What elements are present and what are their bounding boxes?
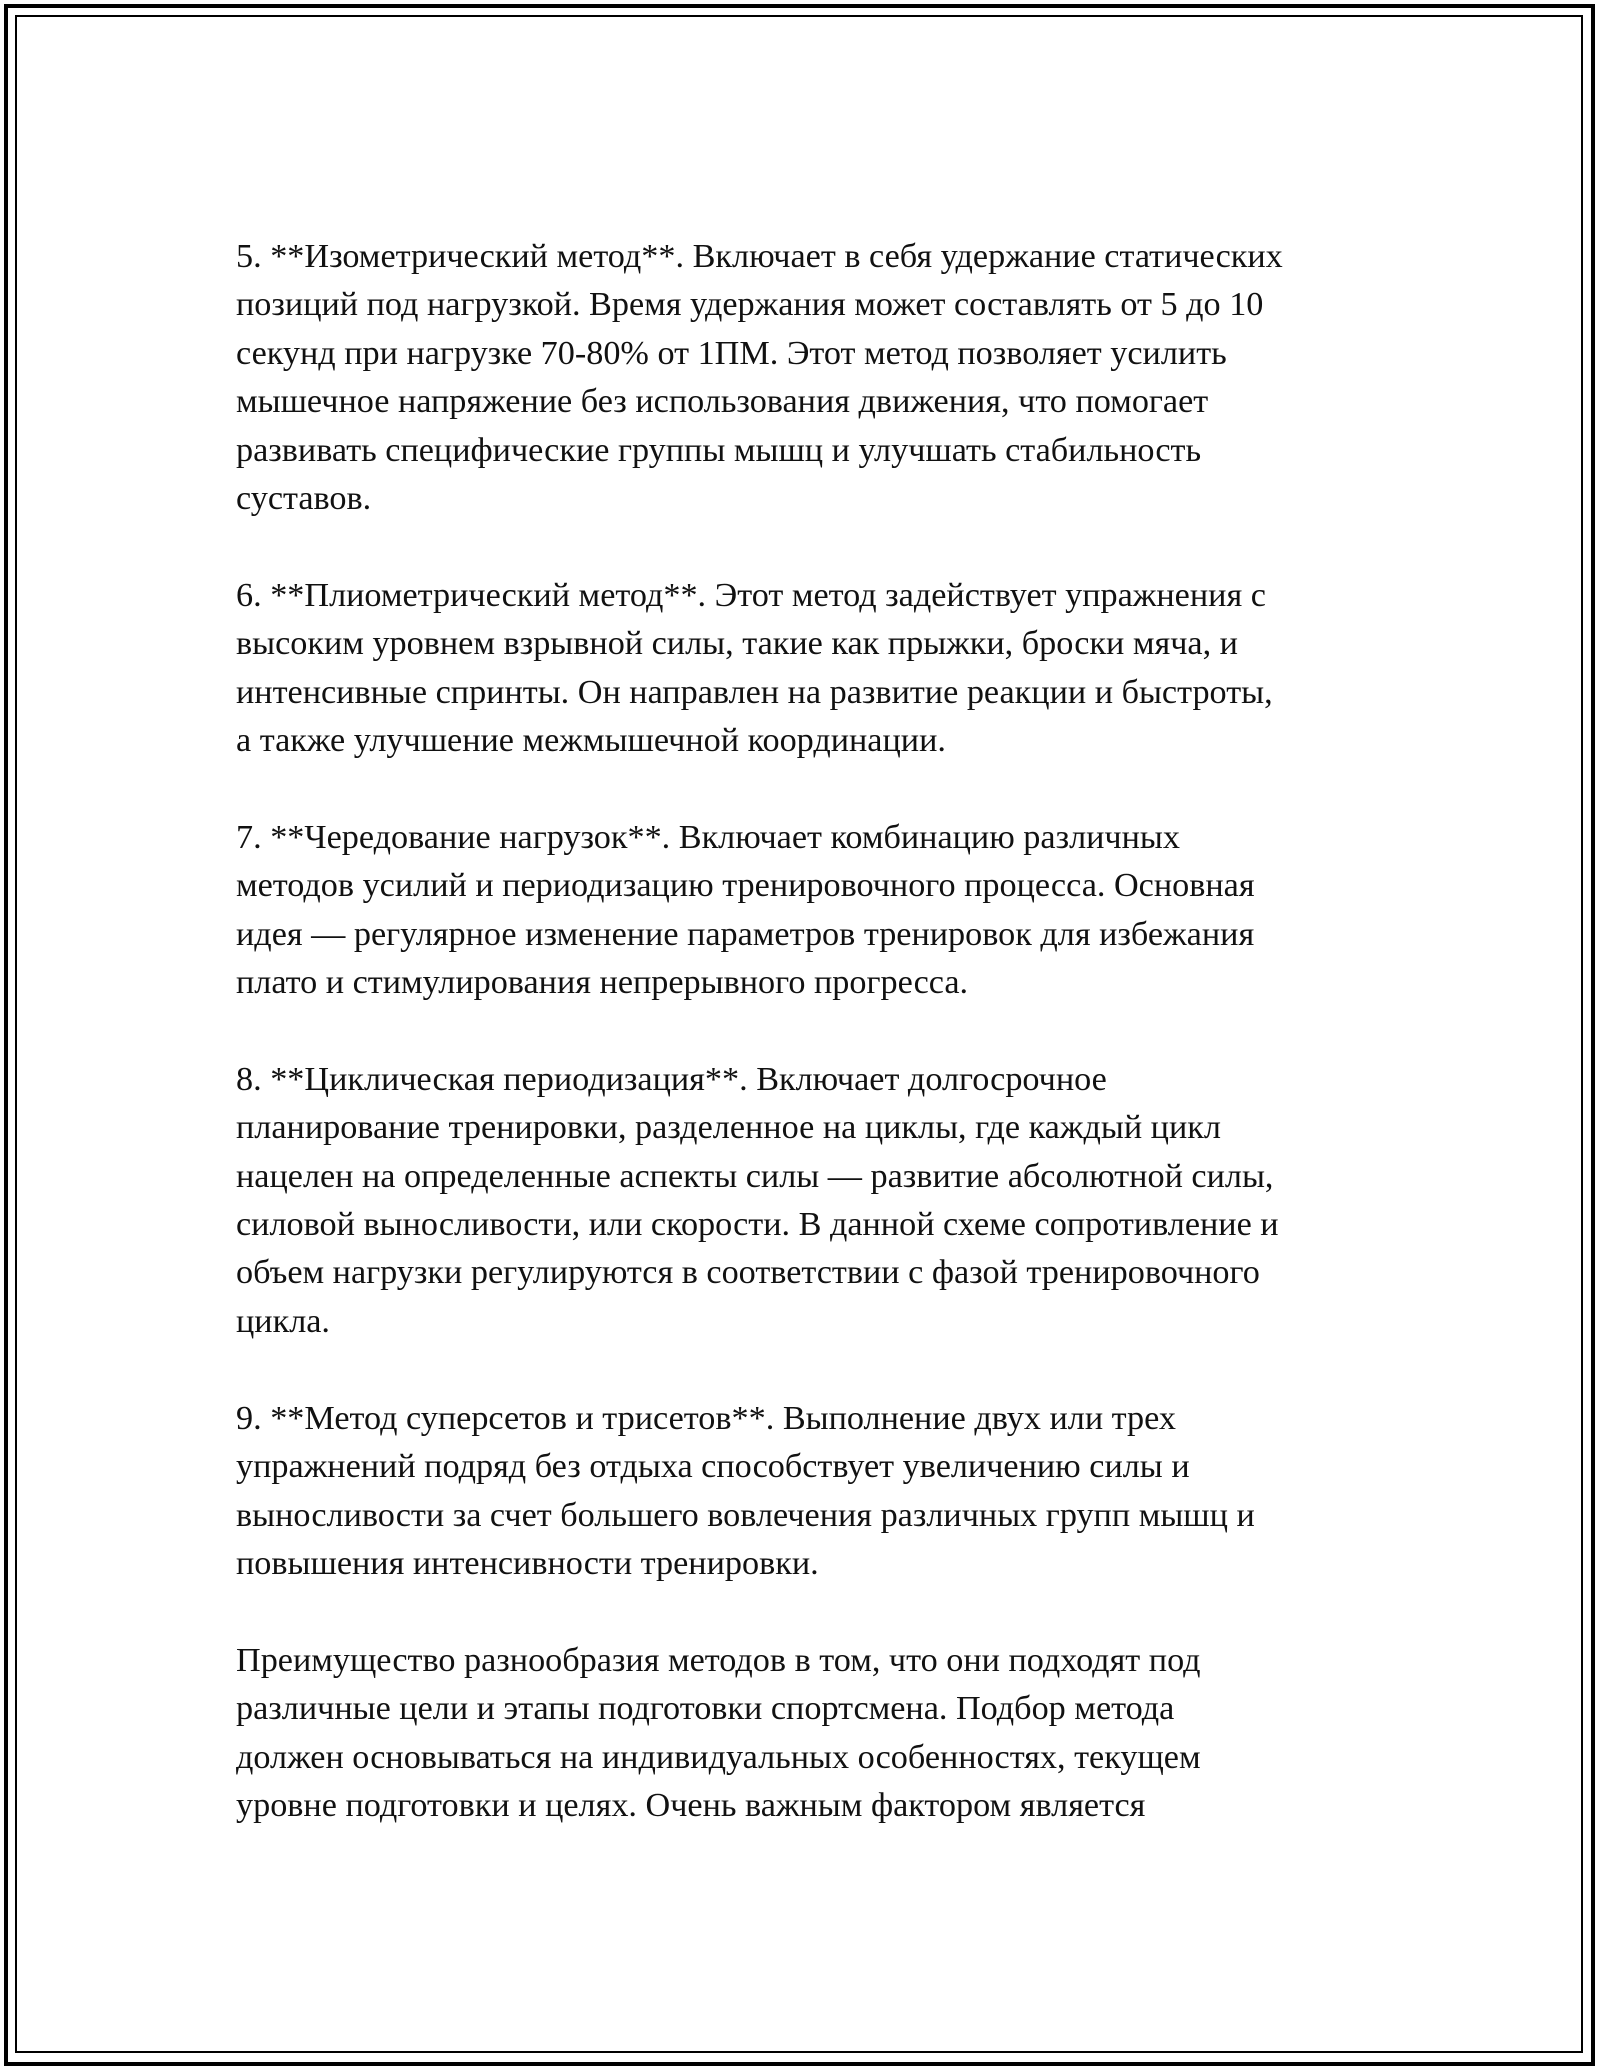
document-body	[236, 233, 1396, 1879]
text-line: мышечное напряжение без использования движения, что помогает	[236, 383, 1209, 421]
text-line: 7. **Чередование нагрузок**. Включает комбинацию различных	[236, 818, 1180, 856]
text-line: повышения интенсивности тренировки.	[236, 1544, 819, 1582]
text-line: развивать специфические группы мышц и улучшать стабильность	[236, 431, 1202, 469]
text-line: упражнений подряд без отдыха способствует увеличению силы и	[236, 1448, 1190, 1486]
paragraph-supersets-trisets	[236, 1395, 1396, 1589]
paragraph-isometric-method	[236, 233, 1396, 523]
text-line: цикла.	[236, 1302, 330, 1340]
text-line: высоким уровнем взрывной силы, такие как прыжки, броски мяча, и	[236, 625, 1238, 663]
text-line: 6. **Плиометрический метод**. Этот метод задействует упражнения с	[236, 576, 1266, 614]
text-line: позиций под нагрузкой. Время удержания может составлять от 5 до 10	[236, 286, 1264, 324]
text-line: 8. **Циклическая периодизация**. Включает долгосрочное	[236, 1060, 1107, 1098]
text-line: идея — регулярное изменение параметров тренировок для избежания	[236, 915, 1255, 953]
text-line: уровне подготовки и целях. Очень важным фактором является	[236, 1786, 1146, 1824]
text-line: методов усилий и периодизацию тренировочного процесса. Основная	[236, 867, 1255, 905]
text-line: секунд при нагрузке 70-80% от 1ПМ. Этот метод позволяет усилить	[236, 334, 1227, 372]
text-line: нацелен на определенные аспекты силы — развитие абсолютной силы,	[236, 1157, 1274, 1195]
text-line: должен основываться на индивидуальных особенностях, текущем	[236, 1738, 1201, 1776]
text-line: а также улучшение межмышечной координации.	[236, 722, 946, 760]
text-line: 5. **Изометрический метод**. Включает в себя удержание статических	[236, 238, 1283, 275]
text-line: суставов.	[236, 480, 372, 518]
paragraph-plyometric-method	[236, 572, 1396, 766]
paragraph-method-variety-advantage	[236, 1637, 1396, 1831]
text-line: плато и стимулирования непрерывного прогресса.	[236, 964, 969, 1002]
text-line: 9. **Метод суперсетов и трисетов**. Выполнение двух или трех	[236, 1399, 1176, 1437]
text-line: Преимущество разнообразия методов в том, что они подходят под	[236, 1641, 1201, 1679]
text-line: интенсивные спринты. Он направлен на развитие реакции и быстроты,	[236, 673, 1273, 711]
text-line: выносливости за счет большего вовлечения различных групп мышц и	[236, 1496, 1255, 1534]
text-line: различные цели и этапы подготовки спортсмена. Подбор метода	[236, 1690, 1175, 1728]
text-line: объем нагрузки регулируются в соответствии с фазой тренировочного	[236, 1254, 1260, 1292]
text-line: планирование тренировки, разделенное на циклы, где каждый цикл	[236, 1109, 1221, 1147]
text-line: силовой выносливости, или скорости. В данной схеме сопротивление и	[236, 1206, 1279, 1244]
paragraph-load-alternation	[236, 814, 1396, 1008]
paragraph-cyclic-periodization	[236, 1056, 1396, 1346]
